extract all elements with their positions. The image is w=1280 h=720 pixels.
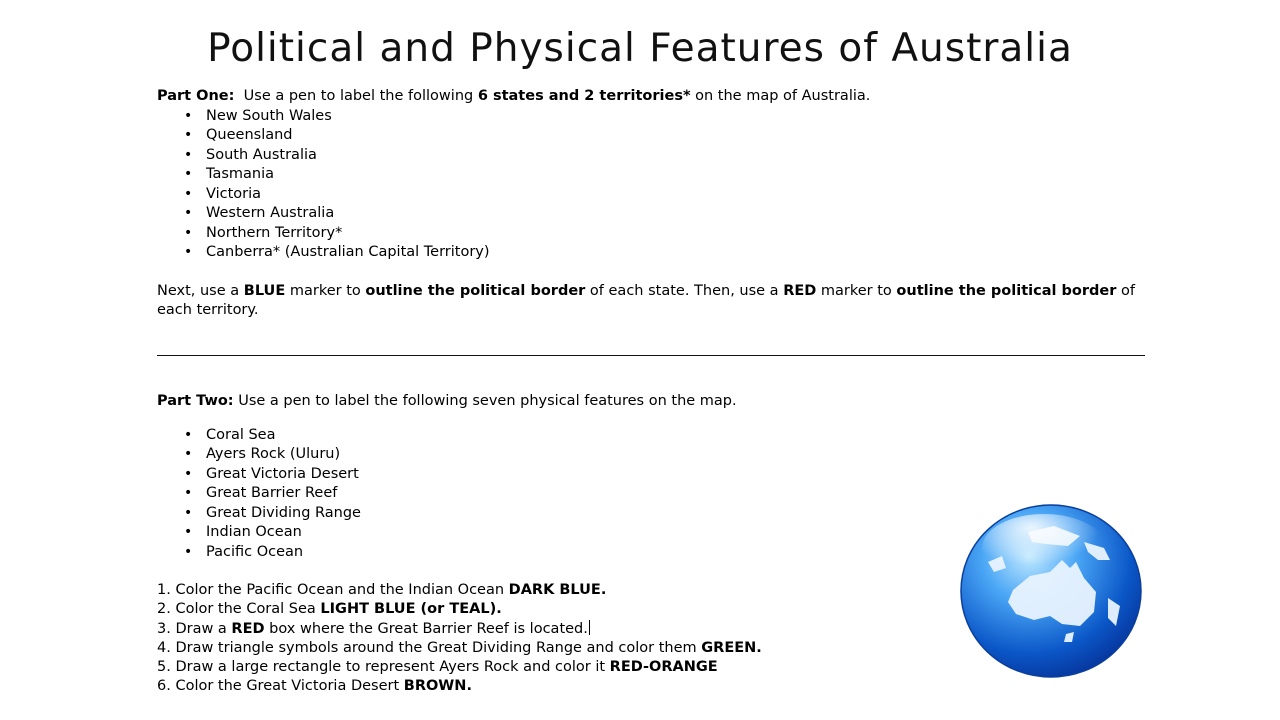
instr-text-1: Next, use a xyxy=(157,282,240,299)
instr-bold-red: RED xyxy=(783,282,817,299)
step-text: 2. Color the Coral Sea xyxy=(157,601,316,618)
instr-text-5: of each territory. xyxy=(157,282,1135,318)
part-two-heading: Part Two: xyxy=(157,392,234,409)
list-item: • Pacific Ocean xyxy=(157,543,1157,563)
list-item: • Western Australia xyxy=(157,204,1157,224)
list-item: • Queensland xyxy=(157,126,1157,146)
step-bold: GREEN. xyxy=(701,639,762,656)
part-one-section xyxy=(157,87,1157,321)
step-text: 6. Color the Great Victoria Desert xyxy=(157,678,400,695)
text-cursor xyxy=(589,620,590,635)
list-item: • New South Wales xyxy=(157,107,1157,127)
instr-text-3: of each state. Then, use a xyxy=(589,282,779,299)
part-one-instructions xyxy=(157,282,1157,321)
list-item: • Indian Ocean xyxy=(157,523,1157,543)
part-one-intro xyxy=(157,87,1157,107)
list-item: • Great Victoria Desert xyxy=(157,465,1157,485)
step-bold: DARK BLUE. xyxy=(508,582,607,598)
list-item: • Coral Sea xyxy=(157,426,1157,446)
part-one-intro-bold: 6 states and 2 territories* xyxy=(477,88,691,104)
part-two-intro xyxy=(157,392,1157,412)
step-bold: BROWN. xyxy=(403,678,472,695)
part-one-heading: Part One: xyxy=(157,88,235,104)
step-text: 5. Draw a large rectangle to represent Ayers Rock and color it xyxy=(157,659,606,676)
instr-text-4: marker to xyxy=(820,282,892,299)
list-item: • Great Dividing Range xyxy=(157,504,1157,524)
step-text: 3. Draw a xyxy=(157,620,227,637)
section-divider xyxy=(157,355,1145,356)
step-bold: LIGHT BLUE (or TEAL). xyxy=(320,601,502,618)
instr-bold-outline-2: outline the political border xyxy=(896,282,1117,299)
step-bold: RED xyxy=(231,620,265,637)
part-one-intro-a: Use a pen to label the following xyxy=(243,88,474,104)
step-text: 1. Color the Pacific Ocean and the Indian Ocean xyxy=(157,582,505,598)
step-text: 4. Draw triangle symbols around the Great Dividing Range and color them xyxy=(157,639,697,656)
part-one-intro-b: on the map of Australia. xyxy=(695,88,871,104)
list-item: • Victoria xyxy=(157,185,1157,205)
globe-australia-icon xyxy=(958,502,1144,680)
list-item: • Canberra* (Australian Capital Territory) xyxy=(157,243,1157,263)
step-item xyxy=(157,677,1157,696)
instr-bold-blue: BLUE xyxy=(243,282,286,299)
list-item: • Tasmania xyxy=(157,165,1157,185)
instr-bold-outline-1: outline the political border xyxy=(365,282,586,299)
list-item: • Ayers Rock (Uluru) xyxy=(157,445,1157,465)
page-title: Political and Physical Features of Australia xyxy=(207,26,1073,71)
step-bold: RED-ORANGE xyxy=(609,659,718,676)
list-item: • Great Barrier Reef xyxy=(157,484,1157,504)
part-two-intro-text: Use a pen to label the following seven physical features on the map. xyxy=(238,392,737,409)
states-list xyxy=(157,107,1157,263)
list-item: • South Australia xyxy=(157,146,1157,166)
list-item: • Northern Territory* xyxy=(157,224,1157,244)
step-text-after: box where the Great Barrier Reef is located. xyxy=(269,620,588,637)
instr-text-2: marker to xyxy=(289,282,361,299)
